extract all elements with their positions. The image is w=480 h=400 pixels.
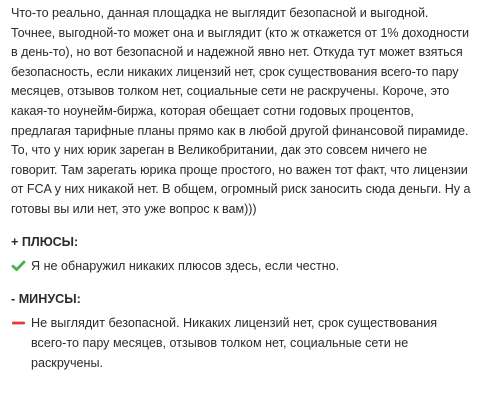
cons-item-text: Не выглядит безопасной. Никаких лицензий нет, срок существования всего-то пару месяцев, отзывов толком нет, социальные сети не раскручены. bbox=[31, 315, 438, 370]
review-paragraph: Что-то реально, данная площадка не выглядит безопасной и выгодной. Точнее, выгодной-то может она и выглядит (кто ж откажется от 1% доходности в день-то), но вот безопасной и надежной явно нет. Откуда тут может взяться безопасность, если никаких лицензий нет, срок существования всего-то пару месяцев, отзывов толком нет, социальные сети не раскручены. Короче, это какая-то ноунейм-биржа, которая обещает сотни годовых процентов, предлагая тарифные планы прямо как в любой другой финансовой пирамиде. То, что у них юрик зареган в Великобритании, дак это совсем ничего не говорит. Там зарегать юрика проще простого, но важен тот факт, что лицензии от FCA у них никакой нет. В общем, огромный риск заносить сюда деньги. Ну а готовы вы или нет, это уже вопрос к вам))) bbox=[11, 6, 471, 216]
review-content bbox=[11, 4, 473, 373]
pros-item-text: Я не обнаружил никаких плюсов здесь, если честно. bbox=[31, 258, 340, 273]
pros-heading: + ПЛЮСЫ: bbox=[11, 234, 79, 249]
cons-heading: - МИНУСЫ: bbox=[11, 291, 81, 306]
pros-item bbox=[11, 256, 473, 276]
minus-icon bbox=[11, 313, 27, 333]
cons-item bbox=[11, 313, 473, 373]
check-icon bbox=[11, 256, 27, 276]
